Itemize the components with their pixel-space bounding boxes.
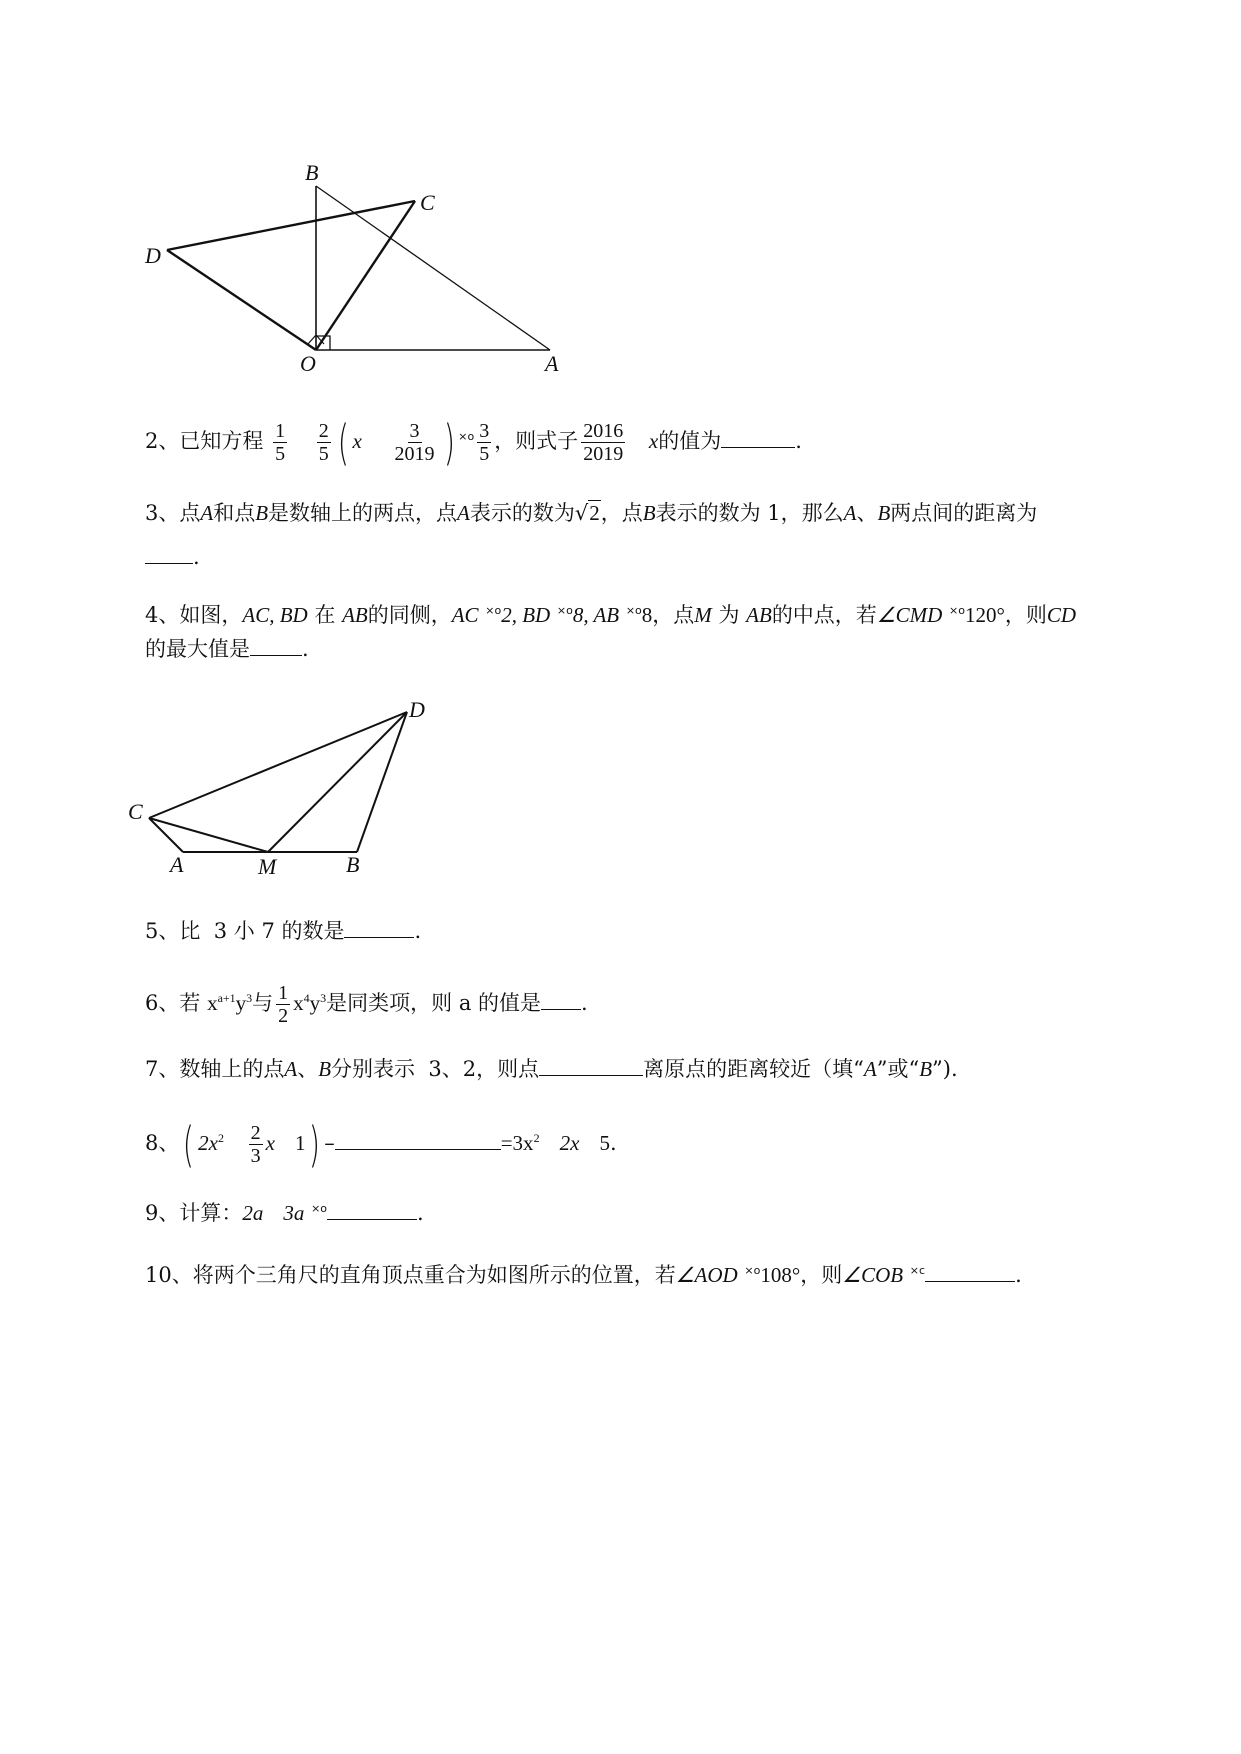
- q2-var-x: x: [352, 429, 362, 453]
- label-d: D: [145, 243, 161, 268]
- q8-end: .: [609, 1131, 617, 1155]
- q6-exp-3: 3: [246, 991, 253, 1005]
- question-2: [145, 414, 802, 471]
- q4-t5: 为: [718, 603, 740, 627]
- q2-number: 2、: [145, 429, 180, 453]
- q10-glyph-1: ×o: [744, 1264, 761, 1277]
- q2-right-paren: ): [443, 414, 455, 471]
- segment-md: [268, 712, 407, 852]
- q4-glyph-4: ×o: [949, 604, 965, 617]
- q7-option-a: A: [863, 1057, 877, 1081]
- q9-term-3a: 3a: [283, 1201, 305, 1225]
- q2-frac-2-5: [317, 420, 331, 465]
- q6-var-y: y: [235, 991, 247, 1015]
- q3-answer-blank[interactable]: [145, 543, 193, 564]
- q8-answer-blank[interactable]: [335, 1129, 501, 1150]
- q7-t6: ”).: [932, 1057, 958, 1081]
- q5-t2: 3 小 7 的数是: [213, 919, 345, 943]
- q4-math-acbd: AC, BD: [242, 603, 308, 627]
- q3-t2: 和点: [213, 501, 256, 525]
- q4-line2: 的最大值是: [145, 637, 250, 661]
- q6-frac-num: 1: [278, 982, 289, 1004]
- q10-value-108: 108°: [760, 1263, 801, 1287]
- q4-t3: 的同侧，: [367, 603, 452, 627]
- question-8: [145, 1116, 617, 1173]
- q4-math-m: M: [694, 603, 712, 627]
- q2-text1: 已知方程: [179, 429, 264, 453]
- q6-t1: 若: [179, 991, 201, 1015]
- q2-frac4-den: 5: [479, 443, 490, 465]
- q6-t3: 是同类项，则 a 的值是: [326, 991, 542, 1015]
- q3-point-b2: B: [642, 501, 656, 525]
- q2-frac3-den: 2019: [394, 443, 435, 465]
- q6-var-x: x: [207, 991, 218, 1015]
- q4-math-ab: AB: [342, 603, 368, 627]
- label-a: A: [170, 852, 184, 877]
- label-b: B: [346, 852, 360, 877]
- segment-bd: [357, 712, 407, 852]
- geometry-diagram-2: [125, 695, 445, 880]
- q7-t5: ”或“: [876, 1057, 920, 1081]
- segment-dc: [167, 201, 415, 250]
- question-5: [145, 916, 421, 946]
- question-3-line2: [145, 542, 200, 572]
- q2-frac4-num: 3: [479, 420, 490, 442]
- q3-end: .: [193, 545, 200, 569]
- q3-number: 3、: [145, 501, 180, 525]
- q9-term-2a: 2a: [242, 1201, 264, 1225]
- q2-frac2-den: 5: [318, 443, 329, 465]
- q4-math-8: 8: [641, 603, 653, 627]
- q3-t7: 两点间的距离为: [890, 501, 1038, 525]
- q8-term-2x: 2x: [198, 1131, 218, 1155]
- q10-number: 10、: [145, 1263, 193, 1287]
- q9-equals-glyph: ×o: [311, 1202, 328, 1215]
- q6-frac-1-2: [276, 982, 290, 1027]
- q2-frac5-num: 2016: [583, 420, 624, 442]
- question-10: [145, 1256, 1022, 1290]
- q8-const-1: 1: [294, 1131, 306, 1155]
- q2-left-paren: (: [337, 414, 349, 471]
- q7-point-b: B: [318, 1057, 332, 1081]
- q3-point-b: B: [255, 501, 269, 525]
- q9-number: 9、: [145, 1201, 180, 1225]
- question-9: [145, 1194, 424, 1228]
- q8-right-paren: ): [309, 1116, 321, 1173]
- q10-angle-aod: ∠AOD: [675, 1263, 738, 1287]
- q10-t1: 将两个三角尺的直角顶点重合为如图所示的位置，若: [192, 1263, 676, 1287]
- segment-cd: [149, 712, 407, 818]
- q2-frac1-num: 1: [275, 420, 286, 442]
- q2-frac3-num: 3: [409, 420, 420, 442]
- q6-exp-a1: a+1: [217, 991, 236, 1005]
- q4-glyph-3: ×o: [625, 604, 642, 617]
- q4-math-ac: AC: [451, 603, 479, 627]
- figure-triangles-aod: [140, 160, 580, 380]
- q4-math-8ab: 8, AB: [572, 603, 620, 627]
- q6-var-x2: x: [293, 991, 304, 1015]
- q4-math-120: 120°: [964, 603, 1005, 627]
- q10-t2: ，则: [800, 1263, 843, 1287]
- q6-number: 6、: [145, 991, 180, 1015]
- q6-var-y2: y: [309, 991, 321, 1015]
- q2-frac-1-5: [273, 420, 287, 465]
- q9-end: .: [417, 1201, 424, 1225]
- q3-point-a2: A: [457, 501, 470, 525]
- q2-frac2-num: 2: [318, 420, 329, 442]
- q7-number: 7、: [145, 1057, 180, 1081]
- q3-sep: 、: [856, 501, 878, 525]
- q7-t3: 3、2，则点: [428, 1057, 540, 1081]
- question-4-line2: [145, 634, 309, 664]
- q4-math-angle-cmd: ∠CMD: [876, 603, 943, 627]
- q8-var-x: x: [265, 1131, 275, 1155]
- q4-end: .: [302, 637, 309, 661]
- q5-t1: 比: [179, 919, 201, 943]
- q3-t4: 表示的数为: [469, 501, 575, 525]
- q7-t4: 离原点的距离较近（填“: [643, 1057, 864, 1081]
- label-c: C: [420, 190, 435, 215]
- label-a: A: [545, 351, 559, 376]
- question-4: [145, 596, 1076, 630]
- q7-point-a: A: [284, 1057, 298, 1081]
- label-m: M: [258, 854, 277, 879]
- question-3: [145, 498, 1037, 528]
- q8-term-2x-rhs: 2x: [559, 1131, 580, 1155]
- q3-t1: 点: [179, 501, 201, 525]
- question-6: [145, 982, 588, 1027]
- q9-t1: 计算：: [179, 1201, 243, 1225]
- q3-sqrt-symbol: √: [574, 501, 589, 525]
- q5-answer-blank[interactable]: [344, 917, 414, 938]
- q5-end: .: [414, 919, 422, 943]
- q4-t4: ，点: [652, 603, 695, 627]
- q6-answer-blank[interactable]: [541, 989, 581, 1010]
- q7-answer-blank[interactable]: [539, 1055, 643, 1076]
- q8-exp-2b: 2: [533, 1131, 540, 1145]
- label-o: O: [300, 351, 316, 376]
- q2-frac-2016-2019: [581, 420, 625, 465]
- q10-answer-blank[interactable]: [925, 1261, 1015, 1282]
- q3-point-a: A: [200, 501, 214, 525]
- q6-exp-4: 4: [303, 991, 310, 1005]
- q7-t1: 数轴上的点: [179, 1057, 285, 1081]
- q6-end: .: [581, 991, 588, 1015]
- q4-glyph-1: ×o: [485, 604, 502, 617]
- q4-math-ab2: AB: [746, 603, 772, 627]
- q2-answer-blank[interactable]: [721, 427, 795, 448]
- q10-end: .: [1015, 1263, 1022, 1287]
- q2-text3: 的值为: [658, 429, 722, 453]
- geometry-diagram-1: [140, 160, 580, 380]
- q4-answer-blank[interactable]: [250, 635, 302, 656]
- q8-number: 8、: [145, 1131, 180, 1155]
- q3-t5: ，点: [600, 501, 643, 525]
- q3-point-a3: A: [843, 501, 857, 525]
- q3-t6: 表示的数为 1，那么: [655, 501, 844, 525]
- q3-t3: 是数轴上的两点，点: [268, 501, 458, 525]
- figure-quadrilateral-acdb: [125, 695, 445, 880]
- q7-t2: 分别表示: [331, 1057, 416, 1081]
- label-d: D: [409, 697, 425, 722]
- q4-math-2bd: 2, BD: [501, 603, 551, 627]
- q8-const-5: 5: [599, 1131, 610, 1155]
- q7-sep: 、: [297, 1057, 319, 1081]
- q2-equals-glyph: ×o: [458, 430, 475, 443]
- q10-glyph-2: ×c: [909, 1264, 926, 1277]
- label-c: C: [128, 799, 143, 824]
- q4-number: 4、: [145, 603, 180, 627]
- label-b: B: [305, 160, 319, 185]
- q2-frac1-den: 5: [275, 443, 286, 465]
- segment-do: [167, 250, 316, 350]
- q4-t7: ，则: [1004, 603, 1047, 627]
- q2-frac5-den: 2019: [583, 443, 624, 465]
- q8-left-paren: (: [183, 1116, 195, 1173]
- q8-frac-num: 2: [250, 1122, 261, 1144]
- q2-frac-3-2019: [393, 420, 437, 465]
- segment-oc: [316, 201, 415, 350]
- q10-angle-cob: ∠COB: [842, 1263, 904, 1287]
- q5-number: 5、: [145, 919, 180, 943]
- q8-minus: –: [324, 1131, 335, 1155]
- q6-t2: 与: [252, 991, 274, 1015]
- q8-frac-2-3: [249, 1122, 263, 1167]
- q4-t2: 在: [314, 603, 336, 627]
- q6-exp-3b: 3: [320, 991, 327, 1005]
- q3-radicand: 2: [589, 501, 600, 525]
- q8-exp-2: 2: [217, 1131, 224, 1145]
- q8-rhs-3x: =3x: [500, 1131, 534, 1155]
- q4-math-cd: CD: [1046, 603, 1077, 627]
- q7-option-b: B: [919, 1057, 933, 1081]
- q6-frac-den: 2: [278, 1005, 289, 1027]
- q3-point-b3: B: [877, 501, 891, 525]
- q2-var-x2: x: [648, 429, 659, 453]
- q8-frac-den: 3: [250, 1145, 261, 1167]
- q2-end: .: [795, 429, 802, 453]
- q9-answer-blank[interactable]: [327, 1199, 417, 1220]
- question-7: [145, 1054, 958, 1084]
- q2-frac-3-5: [477, 420, 491, 465]
- q4-t6: 的中点，若: [771, 603, 877, 627]
- q4-glyph-2: ×o: [556, 604, 573, 617]
- q4-t1: 如图，: [179, 603, 243, 627]
- q2-text2: ，则式子: [494, 429, 579, 453]
